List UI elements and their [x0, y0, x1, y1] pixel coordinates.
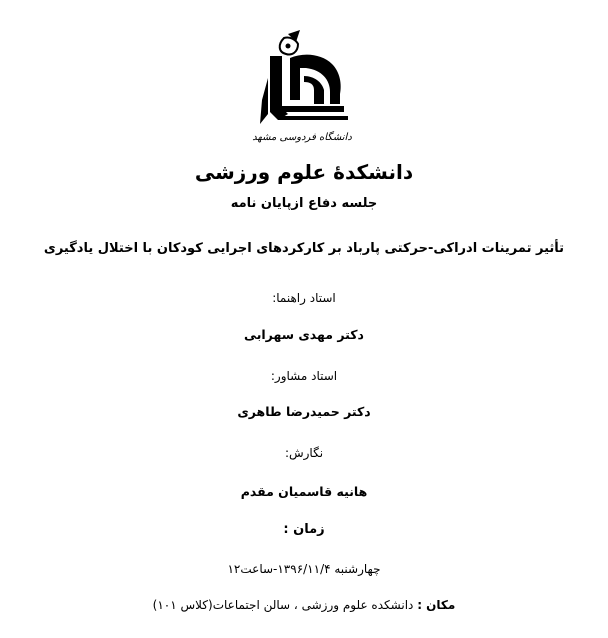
supervisor-label: استاد راهنما: — [272, 291, 336, 305]
faculty-title: دانشکدهٔ علوم ورزشی — [194, 160, 414, 184]
supervisor-name: دکتر مهدی سهرابی — [244, 327, 364, 342]
session-title: جلسه دفاع ازپایان نامه — [230, 196, 378, 211]
place-line — [0, 598, 608, 612]
time-value: چهارشنبه ۱۳۹۶/۱۱/۴-ساعت۱۲ — [227, 562, 381, 576]
place-value: دانشکده علوم ورزشی ، سالن اجتماعات(کلاس ۱۰۱) — [152, 598, 418, 612]
writer-name: هانیه قاسمیان مقدم — [240, 484, 368, 499]
time-label: زمان : — [283, 522, 325, 537]
writer-label: نگارش: — [284, 446, 324, 460]
place-label: مکان : — [417, 598, 456, 612]
university-logo-icon — [244, 28, 360, 150]
advisor-name: دکتر حمیدرضا طاهری — [237, 404, 371, 419]
thesis-title: تأثیر تمرینات ادراکی-حرکتی پارباد بر کارکردهای اجرایی کودکان با اختلال یادگیری — [43, 241, 565, 256]
logo-caption: دانشگاه فردوسی مشهد — [252, 132, 352, 143]
advisor-label: استاد مشاور: — [270, 369, 338, 383]
